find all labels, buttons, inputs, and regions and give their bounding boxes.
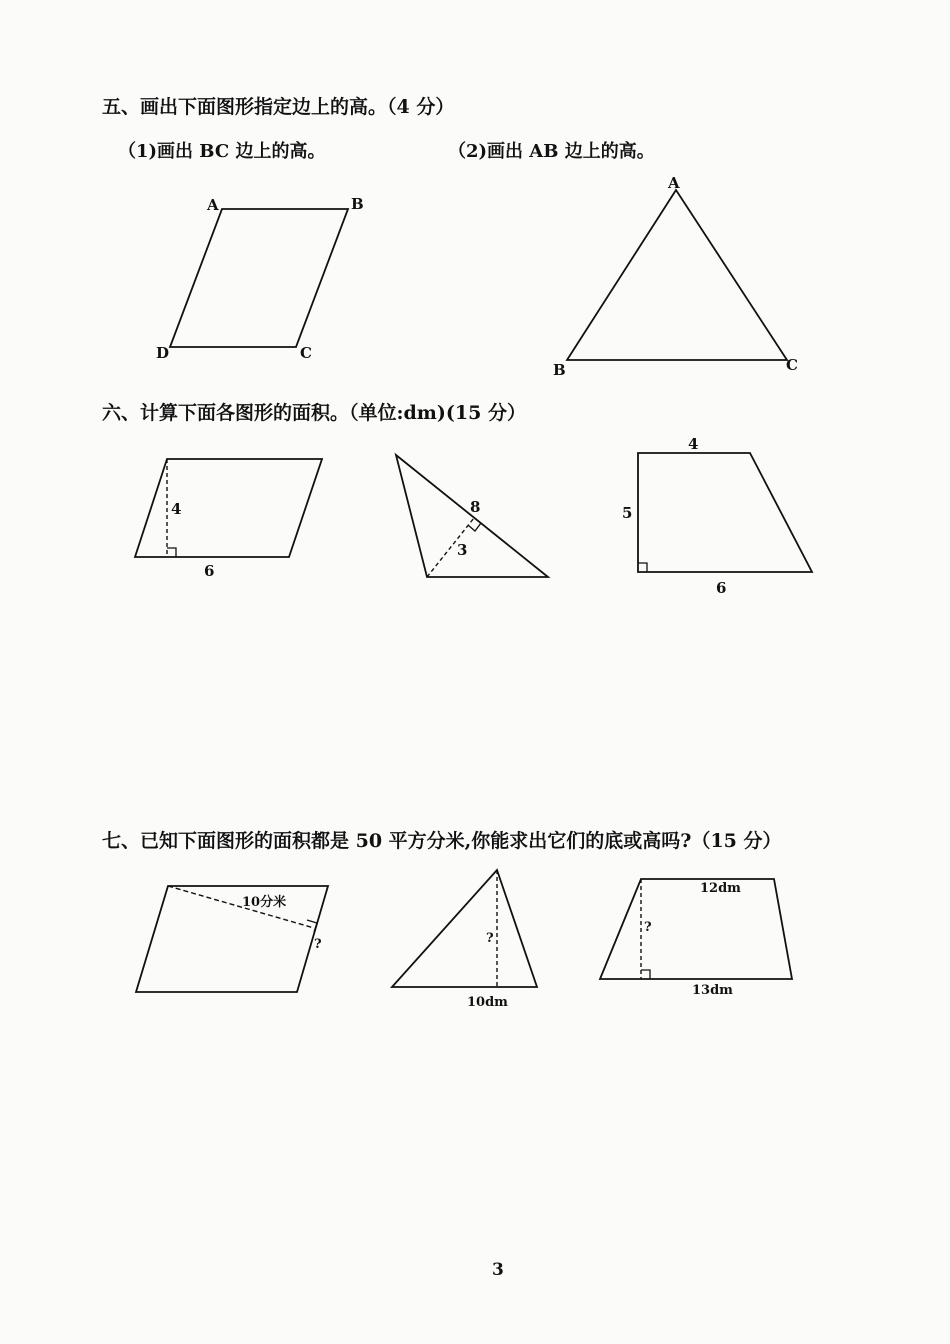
s7-fig2-unknown-label: ? <box>486 931 494 946</box>
s6-parallelogram-right-angle <box>167 548 176 557</box>
s6-fig3-height-label: 5 <box>622 504 633 522</box>
s6-fig1-height-label: 4 <box>171 500 182 518</box>
section5-question1: （1)画出 BC 边上的高。 <box>118 141 326 162</box>
s6-triangle <box>396 455 548 577</box>
s5-tri-label-C: C <box>786 356 798 374</box>
s6-fig1-base-label: 6 <box>204 562 215 580</box>
page-number: 3 <box>492 1260 504 1280</box>
s5-para-label-D: D <box>156 344 170 362</box>
s5-para-label-B: B <box>351 195 364 213</box>
s6-fig2-height-label: 3 <box>457 541 468 559</box>
section6-title: 六、计算下面各图形的面积。（单位:dm)(15 分） <box>102 402 526 424</box>
s7-fig2-base-label: 10dm <box>467 995 508 1010</box>
s6-fig3-bottom-label: 6 <box>716 579 727 597</box>
s5-tri-label-A: A <box>668 174 680 192</box>
s5-parallelogram <box>170 209 348 347</box>
s7-fig3-unknown-label: ? <box>644 920 652 935</box>
s6-trapezoid-right-angle <box>638 563 647 572</box>
s5-triangle <box>567 190 787 360</box>
s7-fig3-top-label: 12dm <box>700 881 741 896</box>
s6-fig2-side-label: 8 <box>470 498 481 516</box>
s5-tri-label-B: B <box>553 361 566 379</box>
s6-parallelogram <box>135 459 322 557</box>
s7-triangle <box>392 870 537 987</box>
s5-para-label-A: A <box>207 196 219 214</box>
s7-fig3-bottom-label: 13dm <box>692 983 733 998</box>
s5-para-label-C: C <box>300 344 312 362</box>
s7-trapezoid-right-angle <box>641 970 650 979</box>
section5-title: 五、画出下面图形指定边上的高。（4 分） <box>102 96 455 118</box>
s7-parallelogram <box>136 886 328 992</box>
s7-fig1-unknown-label: ? <box>314 937 322 952</box>
s6-triangle-right-angle <box>468 523 481 531</box>
s7-trapezoid <box>600 879 792 979</box>
section5-question2: （2)画出 AB 边上的高。 <box>448 141 655 162</box>
s6-trapezoid <box>638 453 812 572</box>
s7-parallelogram-height <box>168 886 314 928</box>
section7-title: 七、已知下面图形的面积都是 50 平方分米,你能求出它们的底或高吗?（15 分） <box>102 830 782 852</box>
s7-fig1-height-label: 10分米 <box>242 895 287 910</box>
s6-fig3-top-label: 4 <box>688 435 699 453</box>
